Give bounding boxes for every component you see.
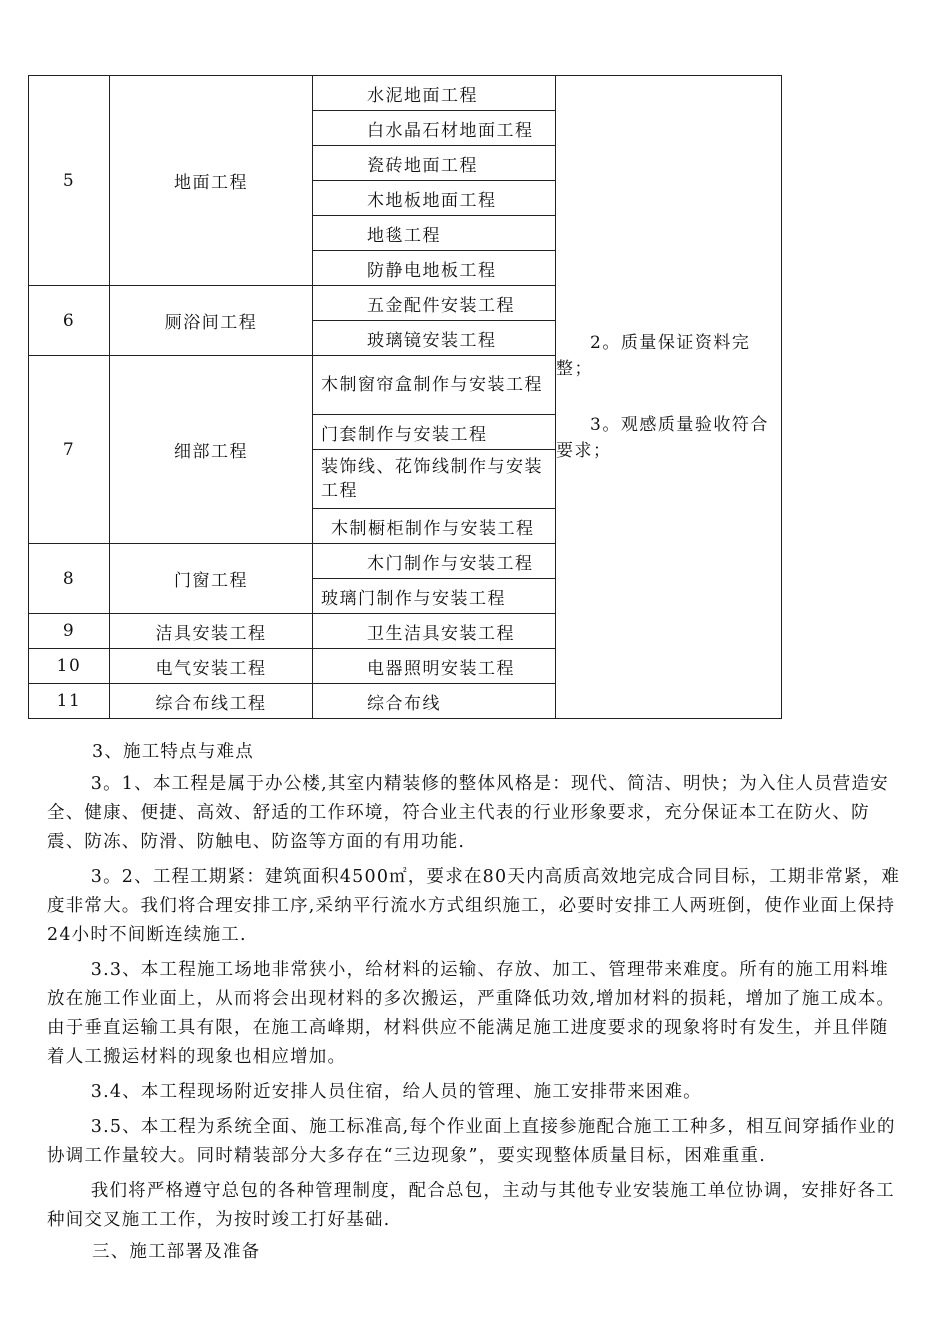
paragraph: 3.3、本工程施工场地非常狭小，给材料的运输、存放、加工、管理带来难度。所有的施工用料堆放在施工作业面上，从而将会出现材料的多次搬运，严重降低功效,增加材料的损耗，增加了施工成本。由于垂直运输工具有限，在施工高峰期，材料供应不能满足施工进度要求的现象将时有发生，并且伴随着人工搬运材料的现象也相应增加。 xyxy=(47,960,896,1067)
sub-item: 门套制作与安装工程 xyxy=(313,415,556,450)
row-name: 细部工程 xyxy=(110,356,313,544)
requirement-item: 2。质量保证资料完整； xyxy=(556,333,751,379)
row-name: 门窗工程 xyxy=(110,544,313,614)
row-number: 10 xyxy=(29,649,110,684)
row-name: 综合布线工程 xyxy=(110,684,313,719)
table-row xyxy=(29,76,782,111)
paragraph: 3。2、工程工期紧：建筑面积4500㎡，要求在80天内高质高效地完成合同目标，工期非常紧，难度非常大。我们将合理安排工序,采纳平行流水方式组织施工，必要时安排工人两班倒，使作业面上保持24小时不间断连续施工. xyxy=(47,867,901,945)
sub-item: 卫生洁具安装工程 xyxy=(313,614,556,649)
sub-item: 木制橱柜制作与安装工程 xyxy=(313,509,556,544)
sub-item: 装饰线、花饰线制作与安装工程 xyxy=(313,450,556,509)
row-number: 11 xyxy=(29,684,110,719)
sub-item: 地毯工程 xyxy=(313,216,556,251)
sub-item: 玻璃门制作与安装工程 xyxy=(313,579,556,614)
paragraph: 3。1、本工程是属于办公楼,其室内精装修的整体风格是：现代、简洁、明快；为入住人员营造安全、健康、便捷、高效、舒适的工作环境，符合业主代表的行业形象要求，充分保证本工在防火、防震、防冻、防滑、防触电、防盗等方面的有用功能. xyxy=(47,774,889,852)
sub-item: 白水晶石材地面工程 xyxy=(313,111,556,146)
row-number: 9 xyxy=(29,614,110,649)
sub-item: 木制窗帘盒制作与安装工程 xyxy=(313,356,556,415)
paragraph: 我们将严格遵守总包的各种管理制度，配合总包，主动与其他专业安装施工单位协调，安排好各工种间交叉施工工作，为按时竣工打好基础. xyxy=(47,1181,895,1230)
paragraph: 3.4、本工程现场附近安排人员住宿，给人员的管理、施工安排带来困难。 xyxy=(90,1082,702,1102)
sub-item: 玻璃镜安装工程 xyxy=(313,321,556,356)
requirements-cell xyxy=(556,76,782,719)
row-number: 7 xyxy=(29,356,110,544)
sub-item: 防静电地板工程 xyxy=(313,251,556,286)
sub-item: 五金配件安装工程 xyxy=(313,286,556,321)
chapter-heading: 三、施工部署及准备 xyxy=(92,1242,261,1262)
row-number: 5 xyxy=(29,76,110,286)
row-name: 电气安装工程 xyxy=(110,649,313,684)
section-heading: 3、施工特点与难点 xyxy=(92,742,254,762)
sub-item: 木门制作与安装工程 xyxy=(313,544,556,579)
sub-item: 木地板地面工程 xyxy=(313,181,556,216)
sub-item: 电器照明安装工程 xyxy=(313,649,556,684)
row-name: 厕浴间工程 xyxy=(110,286,313,356)
row-name: 洁具安装工程 xyxy=(110,614,313,649)
row-name: 地面工程 xyxy=(110,76,313,286)
paragraph: 3.5、本工程为系统全面、施工标准高,每个作业面上直接参施配合施工工种多，相互间穿插作业的协调工作量较大。同时精装部分大多存在“三边现象”，要实现整体质量目标，困难重重. xyxy=(47,1117,896,1166)
inspection-table xyxy=(28,75,782,719)
row-number: 8 xyxy=(29,544,110,614)
sub-item: 综合布线 xyxy=(313,684,556,719)
sub-item: 水泥地面工程 xyxy=(313,76,556,111)
section-body xyxy=(47,770,907,1235)
row-number: 6 xyxy=(29,286,110,356)
requirement-item: 3。观感质量验收符合要求； xyxy=(556,415,769,461)
sub-item: 瓷砖地面工程 xyxy=(313,146,556,181)
